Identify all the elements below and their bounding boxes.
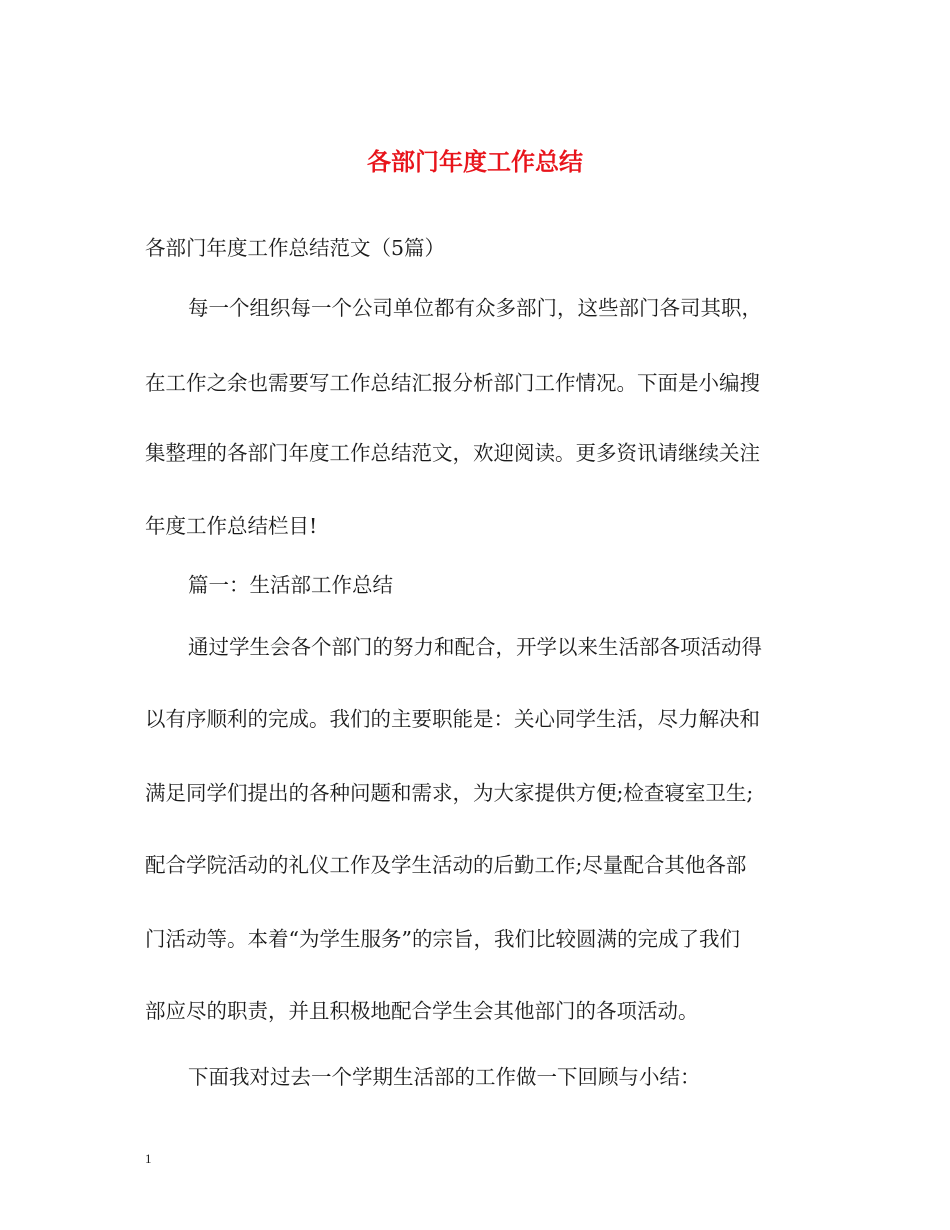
paragraph-line: 集整理的各部门年度工作总结范文，欢迎阅读。更多资讯请继续关注 bbox=[145, 441, 760, 465]
paragraph-line: 部应尽的职责，并且积极地配合学生会其他部门的各项活动。 bbox=[145, 999, 699, 1023]
paragraph-line: 通过学生会各个部门的努力和配合，开学以来生活部各项活动得 bbox=[188, 635, 762, 659]
page-number: 1 bbox=[145, 1151, 152, 1166]
paragraph-line: 每一个组织每一个公司单位都有众多部门，这些部门各司其职， bbox=[188, 296, 762, 320]
paragraph-line: 下面我对过去一个学期生活部的工作做一下回顾与小结： bbox=[188, 1065, 701, 1089]
section-heading: 篇一：生活部工作总结 bbox=[188, 573, 393, 597]
paragraph-line: 满足同学们提出的各种问题和需求，为大家提供方便;检查寝室卫生; bbox=[145, 781, 754, 805]
paragraph-line: 门活动等。本着“为学生服务”的宗旨，我们比较圆满的完成了我们 bbox=[145, 927, 740, 951]
subtitle-line: 各部门年度工作总结范文（5篇） bbox=[145, 236, 446, 260]
paragraph-line: 在工作之余也需要写工作总结汇报分析部门工作情况。下面是小编搜 bbox=[145, 371, 760, 395]
document-title: 各部门年度工作总结 bbox=[367, 147, 583, 176]
paragraph-line: 配合学院活动的礼仪工作及学生活动的后勤工作;尽量配合其他各部 bbox=[145, 853, 747, 877]
paragraph-line: 以有序顺利的完成。我们的主要职能是：关心同学生活，尽力解决和 bbox=[145, 707, 760, 731]
paragraph-line: 年度工作总结栏目! bbox=[145, 514, 318, 538]
